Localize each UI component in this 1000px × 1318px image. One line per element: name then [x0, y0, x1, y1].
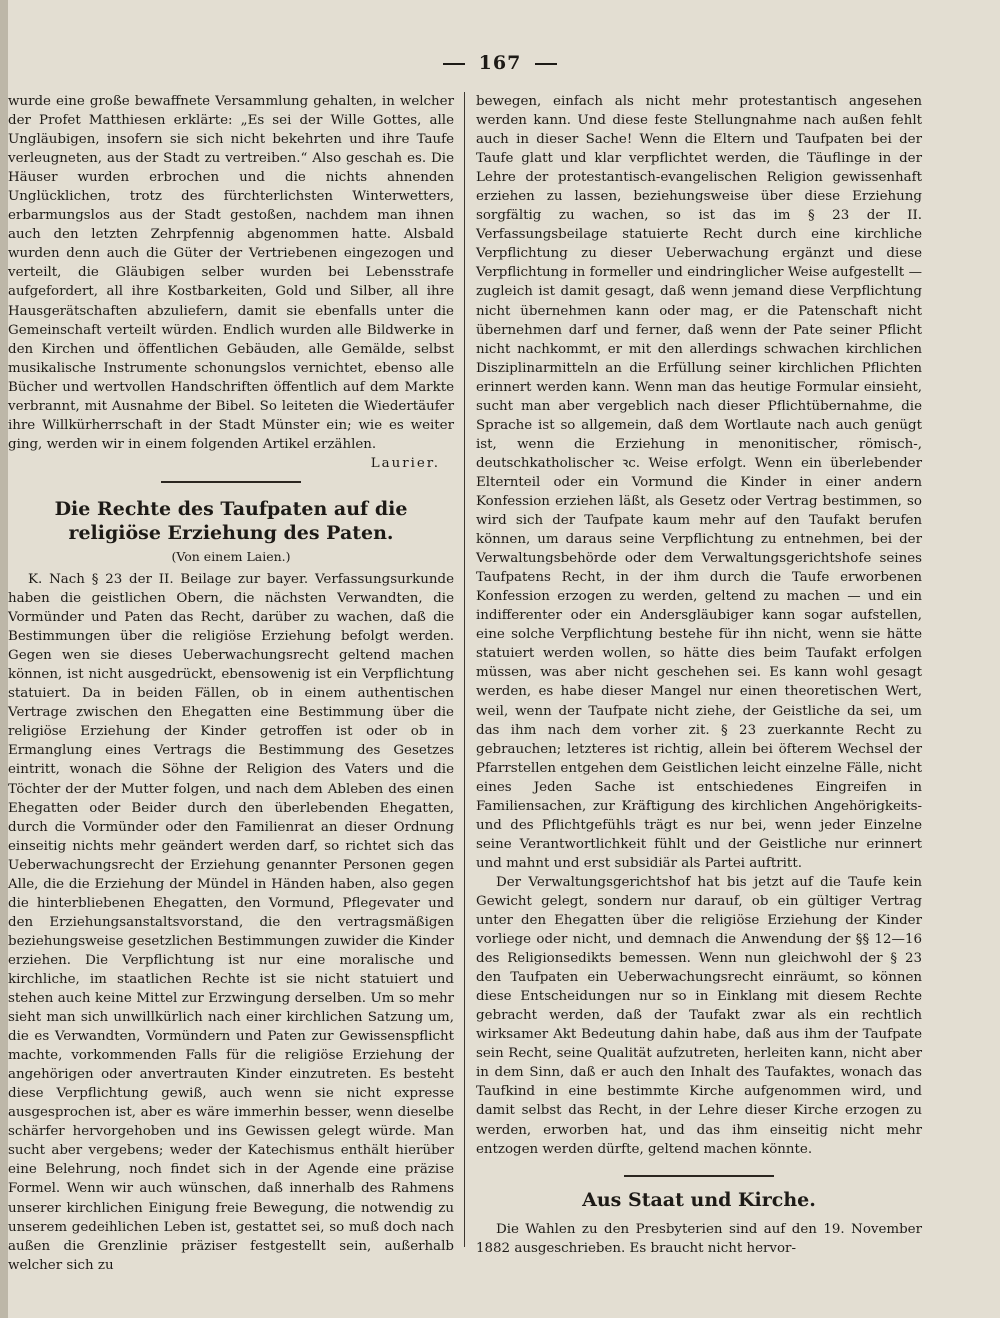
page-header	[0, 52, 1000, 74]
header-dash-left	[443, 63, 465, 65]
page-number: 167	[478, 52, 522, 74]
right-column	[476, 92, 922, 1258]
article-signature: Laurier.	[370, 455, 440, 471]
column-divider	[464, 92, 465, 1247]
page-edge-shadow	[0, 0, 8, 1318]
article-title: Die Rechte des Taufpaten auf die religiöse Erziehung des Paten.	[54, 497, 408, 544]
header-dash-right	[535, 63, 557, 65]
article-subtitle: (Von einem Laien.)	[171, 548, 291, 564]
article-body-paragraph: K. Nach § 23 der II. Beilage zur bayer. Verfassungsurkunde haben die geistlichen Obern, die nächsten Verwandten, die Vormünder und Paten das Recht, darüber zu wachen, daß die Bestimmungen über die religiöse Erziehung befolgt werden. Gegen wen sie dieses Ueberwachungsrecht geltend machen können, ist nicht ausgedrückt, ebensowenig ist ein Verpflichtung statuiert. Da in beiden Fällen, ob in einem authentischen Vertrage zwischen den Ehegatten eine Bestimmung über die religiöse Erziehung der Kinder getroffen ist oder ob in Ermanglung eines Vertrags die Bestimmung des Gesetzes eintritt, wonach die Söhne der Religion des Vaters und die Töchter der der Mutter folgen, und nach dem Ableben des einen Ehegatten oder Beider durch den überlebenden Ehegatten, durch die Vormünder oder den Familienrat an dieser Ordnung einseitig nichts mehr geändert werden darf, so richtet sich das Ueberwachungsrecht der Erziehung genannter Personen gegen Alle, die die Erziehung der Mündel in Händen haben, also gegen die hinterbliebenen Ehegatten, den Vormund, Pflegevater und den Erziehungsanstaltsvorstand, die den vertragsmäßigen beziehungsweise gesetzlichen Bestimmungen zuwider die Kinder erziehen. Die Verpflichtung ist nur eine moralische und kirchliche, im staatlichen Rechte ist sie nicht statuiert und stehen auch keine Mittel zur Erzwingung derselben. Um so mehr sieht man sich unwillkürlich nach einer kirchlichen Satzung um, die es Verwandten, Vormündern und Paten zur Gewissenspflicht machte, vorkommenden Falls für die religiöse Erziehung der angehörigen oder anvertrauten Kinder einzutreten. Es besteht diese Verpflichtung gewiß, auch wenn sie nicht expresse ausgesprochen ist, aber es wäre immerhin besser, wenn dieselbe schärfer hervorgehoben und ins Gewissen gelegt würde. Man sucht aber vergebens; weder der Katechismus enthält hierüber eine Belehrung, noch findet sich in der Agende eine präzise Formel. Wenn wir auch wünschen, daß innerhalb des Rahmens unserer kirchlichen Einigung freie Bewegung, die notwendig zu unserem gedeihlichen Leben ist, gestattet sei, so muß doch nach außen die Grenzlinie präziser festgestellt sein, außerhalb welcher sich zu	[8, 571, 454, 1273]
section-separator	[624, 1175, 774, 1177]
intro-paragraph: wurde eine große bewaffnete Versammlung gehalten, in welcher der Profet Matthiesen erklärte: „Es sei der Wille Gottes, alle Ungläubigen, insofern sie sich nicht bekehrten und ihre Taufe verleugneten, aus der Stadt zu vertreiben.“ Also geschah es. Die Häuser wurden erbrochen und die nichts ahnenden Unglücklichen, trotz des fürchterlichsten Winterwetters, erbarmungslos aus der Stadt gestoßen, nachdem man ihnen auch den letzten Zehrpfennig abgenommen hatte. Alsbald wurden denn auch die Güter der Vertriebenen eingezogen und verteilt, die Gläubigen selber wurden bei Lebensstrafe aufgefordert, all ihre Kostbarkeiten, Gold und Silber, all ihre Hausgerätschaften abzuliefern, damit sie ebenfalls unter die Gemeinschaft verteilt würden. Endlich wurden alle Bildwerke in den Kirchen und öffentlichen Gebäuden, alle Gemälde, selbst musikalische Instrumente schonungslos vernichtet, ebenso alle Bücher und wertvollen Handschriften öffentlich auf dem Markte verbrannt, mit Ausnahme der Bibel. So leiteten die Wiedertäufer ihre Willkürherrschaft in der Stadt Münster ein; wie es weiter ging, werden wir in einem folgenden Artikel erzählen.	[8, 94, 454, 452]
continued-paragraph: bewegen, einfach als nicht mehr protestantisch angesehen werden kann. Und diese feste Stellungnahme nach außen fehlt auch in dieser Sache! Wenn die Eltern und Taufpaten bei der Taufe glatt und klar verpflichtet werden, die Täuflinge in der Lehre der protestantisch-evangelischen Religion gewissenhaft erziehen zu lassen, beziehungsweise über diese Erziehung sorgfältig zu wachen, so ist das im § 23 der II. Verfassungsbeilage statuierte Recht durch eine kirchliche Verpflichtung zu dieser Ueberwachung ergänzt und diese Verpflichtung in formeller und eindringlicher Weise aufgestellt — zugleich ist damit gesagt, daß wenn jemand diese Verpflichtung nicht übernehmen kann oder mag, er die Patenschaft nicht übernehmen darf und ferner, daß wenn der Pate seiner Pflicht nicht nachkommt, er mit den allerdings schwachen kirchlichen Disziplinarmitteln an die Erfüllung seiner kirchlichen Pflichten erinnert werden kann. Wenn man das heutige Formular einsieht, sucht man aber vergeblich nach dieser Pflichtübernahme, die Sprache ist so allgemein, daß dem Wortlaute nach auch genügt ist, wenn die Erziehung in menonitischer, römisch-, deutschkatholischer ꝛc. Weise erfolgt. Wenn ein überlebender Elternteil oder ein Vormund die Kinder in einer andern Konfession erziehen läßt, als Gesetz oder Vertrag bestimmen, so wird sich der Taufpate kaum mehr auf den Taufakt berufen können, um daraus seine Verpflichtung zu entnehmen, bei der Verwaltungsbehörde oder dem Verwaltungsgerichtshofe seines Taufpatens Recht, in der ihm durch die Taufe erworbenen Konfession erzogen zu werden, geltend zu machen — und ein indifferenter oder ein Andersgläubiger kann sogar aufstellen, eine solche Verpflichtung bestehe für ihn nicht, wenn sie hätte statuiert werden wollen, so hätte dies beim Taufakt erfolgen müssen, was aber nicht geschehen sei. Es kann wohl gesagt werden, es habe dieser Mangel nur einen theoretischen Wert, weil, wenn der Taufpate nicht ziehe, der Geistliche da sei, um das ihm nach dem vorher zit. § 23 zuerkannte Recht zu gebrauchen; letzteres ist richtig, allein bei öfterem Wechsel der Pfarrstellen entgehen dem Geistlichen leicht einzelne Fälle, nicht eines Jeden Sache ist entschiedenes Eingreifen in Familiensachen, zur Kräftigung des kirchlichen Angehörigkeits- und des Pflichtgefühls trägt es nur bei, wenn jeder Einzelne seine Verantwortlichkeit fühlt und der Geistliche nur erinnert und mahnt und erst subsidiär als Partei auftritt.	[476, 94, 922, 871]
body-paragraph: Der Verwaltungsgerichtshof hat bis jetzt auf die Taufe kein Gewicht gelegt, sondern nur darauf, ob ein gültiger Vertrag unter den Ehegatten über die religiöse Erziehung der Kinder vorliege oder nicht, und demnach die Anwendung der §§ 12—16 des Religionsedikts bemessen. Wenn nun gleichwohl der § 23 den Taufpaten ein Ueberwachungsrecht einräumt, so können diese Entscheidungen nur so in Einklang mit diesem Rechte gebracht werden, daß der Taufakt zwar als ein rechtlich wirksamer Akt Bedeutung dahin habe, daß aus ihm der Taufpate sein Recht, seine Qualität aufzutreten, herleiten kann, nicht aber in dem Sinn, daß er auch den Inhalt des Taufaktes, wonach das Taufkind in eine bestimmte Kirche aufgenommen wird, und damit selbst das Recht, in der Lehre dieser Kirche erzogen zu werden, erworben hat, und das ihm einseitig nicht mehr entzogen werden dürfte, geltend machen könnte.	[476, 874, 922, 1157]
left-column	[8, 92, 454, 1275]
section-paragraph: Die Wahlen zu den Presbyterien sind auf den 19. November 1882 ausgeschrieben. Es braucht nicht hervor-	[476, 1221, 922, 1256]
article-separator	[161, 481, 301, 483]
section-title: Aus Staat und Kirche.	[582, 1188, 816, 1211]
